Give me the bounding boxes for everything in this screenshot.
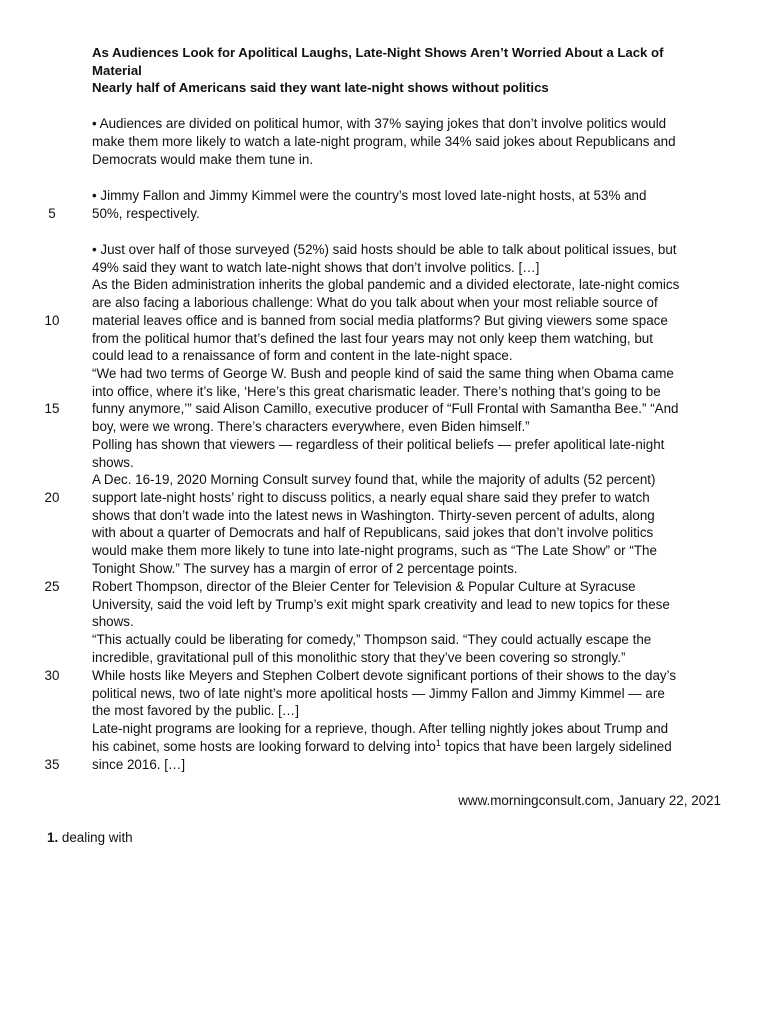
text-line: “We had two terms of George W. Bush and people kind of said the same thing when Obama came: [92, 366, 674, 381]
text-line: [92, 738, 672, 756]
title-line-2: Material: [92, 62, 142, 78]
text-line: funny anymore,’” said Alison Camillo, executive producer of “Full Frontal with Samantha Bee.” “And: [92, 401, 679, 416]
text-line: shows that don’t wade into the latest news in Washington. Thirty-seven percent of adults, along: [92, 508, 655, 523]
text-line: University, said the void left by Trump’s exit might spark creativity and lead to new topics for these: [92, 597, 670, 612]
text-line: “This actually could be liberating for comedy,” Thompson said. “They could actually escape the: [92, 632, 652, 647]
text-line: political news, two of late night’s more apolitical hosts — Jimmy Fallon and Jimmy Kimmel — are: [92, 686, 665, 701]
line-number: 20: [44, 490, 60, 505]
line-number: 15: [44, 401, 60, 416]
text-line: with about a quarter of Democrats and half of Republicans, said jokes that don’t involve politics: [92, 525, 654, 540]
line-number: 5: [48, 206, 56, 221]
article-title: [92, 44, 732, 97]
article-subtitle: Nearly half of Americans said they want late-night shows without politics: [92, 80, 549, 96]
footnote-text: dealing with: [58, 830, 133, 845]
footnote: [47, 830, 133, 845]
text-line: • Just over half of those surveyed (52%) said hosts should be able to talk about political issues, but: [92, 242, 677, 257]
footnote-marker: 1: [435, 738, 441, 748]
text-line: Late-night programs are looking for a reprieve, though. After telling nightly jokes about Trump and: [92, 721, 669, 736]
text-line: While hosts like Meyers and Stephen Colbert devote significant portions of their shows to the day’s: [92, 668, 677, 683]
title-line-1: As Audiences Look for Apolitical Laughs, Late-Night Shows Aren’t Worried About a Lack of: [92, 45, 664, 60]
text-line: from the political humor that’s defined the last four years may not only keep them watching, but: [92, 331, 653, 346]
text-line: into office, where it’s like, ‘Here’s this great charismatic leader. There’s nothing that’s going to be: [92, 384, 661, 399]
text-line: could lead to a renaissance of form and content in the late-night space.: [92, 348, 513, 363]
text-line: • Audiences are divided on political humor, with 37% saying jokes that don’t involve politics would: [92, 116, 667, 131]
text-line: 49% said they want to watch late-night shows that don’t involve politics. […]: [92, 260, 540, 275]
line-number: 30: [44, 668, 60, 683]
text-line: As the Biden administration inherits the global pandemic and a divided electorate, late-night comics: [92, 277, 680, 292]
text-line: support late-night hosts’ right to discuss politics, a nearly equal share said they prefer to watch: [92, 490, 650, 505]
text-line: material leaves office and is banned from social media platforms? But giving viewers some space: [92, 313, 668, 328]
line-number: 35: [44, 757, 60, 772]
text-line: shows.: [92, 614, 134, 629]
text-line: boy, were we wrong. There’s characters everywhere, even Biden himself.”: [92, 419, 530, 434]
text-line: Tonight Show.” The survey has a margin of error of 2 percentage points.: [92, 561, 518, 576]
text-line: would make them more likely to tune into late-night programs, such as “The Late Show” or “The: [92, 543, 657, 558]
text-line: since 2016. […]: [92, 757, 186, 772]
text-line: 50%, respectively.: [92, 206, 200, 221]
text-line: shows.: [92, 455, 134, 470]
line-number: 25: [44, 579, 60, 594]
footnote-number: 1.: [47, 830, 59, 845]
text-line-part: his cabinet, some hosts are looking forward to delving into: [92, 739, 436, 754]
text-line: the most favored by the public. […]: [92, 703, 299, 718]
text-line: Polling has shown that viewers — regardless of their political beliefs — prefer apolitical late-night: [92, 437, 665, 452]
text-line: incredible, gravitational pull of this monolithic story that they’ve been covering so strongly.”: [92, 650, 626, 665]
text-line: A Dec. 16-19, 2020 Morning Consult survey found that, while the majority of adults (52 percent): [92, 472, 656, 487]
text-line: Robert Thompson, director of the Bleier Center for Television & Popular Culture at Syracuse: [92, 579, 636, 594]
text-line-part: topics that have been largely sidelined: [440, 739, 672, 754]
source-citation: www.morningconsult.com, January 22, 2021: [458, 793, 721, 808]
text-line: • Jimmy Fallon and Jimmy Kimmel were the country’s most loved late-night hosts, at 53% and: [92, 188, 647, 203]
text-line: Democrats would make them tune in.: [92, 152, 314, 167]
text-line: make them more likely to watch a late-night program, while 34% said jokes about Republicans and: [92, 134, 676, 149]
line-number: 10: [44, 313, 60, 328]
text-line: are also facing a laborious challenge: What do you talk about when your most reliable source of: [92, 295, 658, 310]
